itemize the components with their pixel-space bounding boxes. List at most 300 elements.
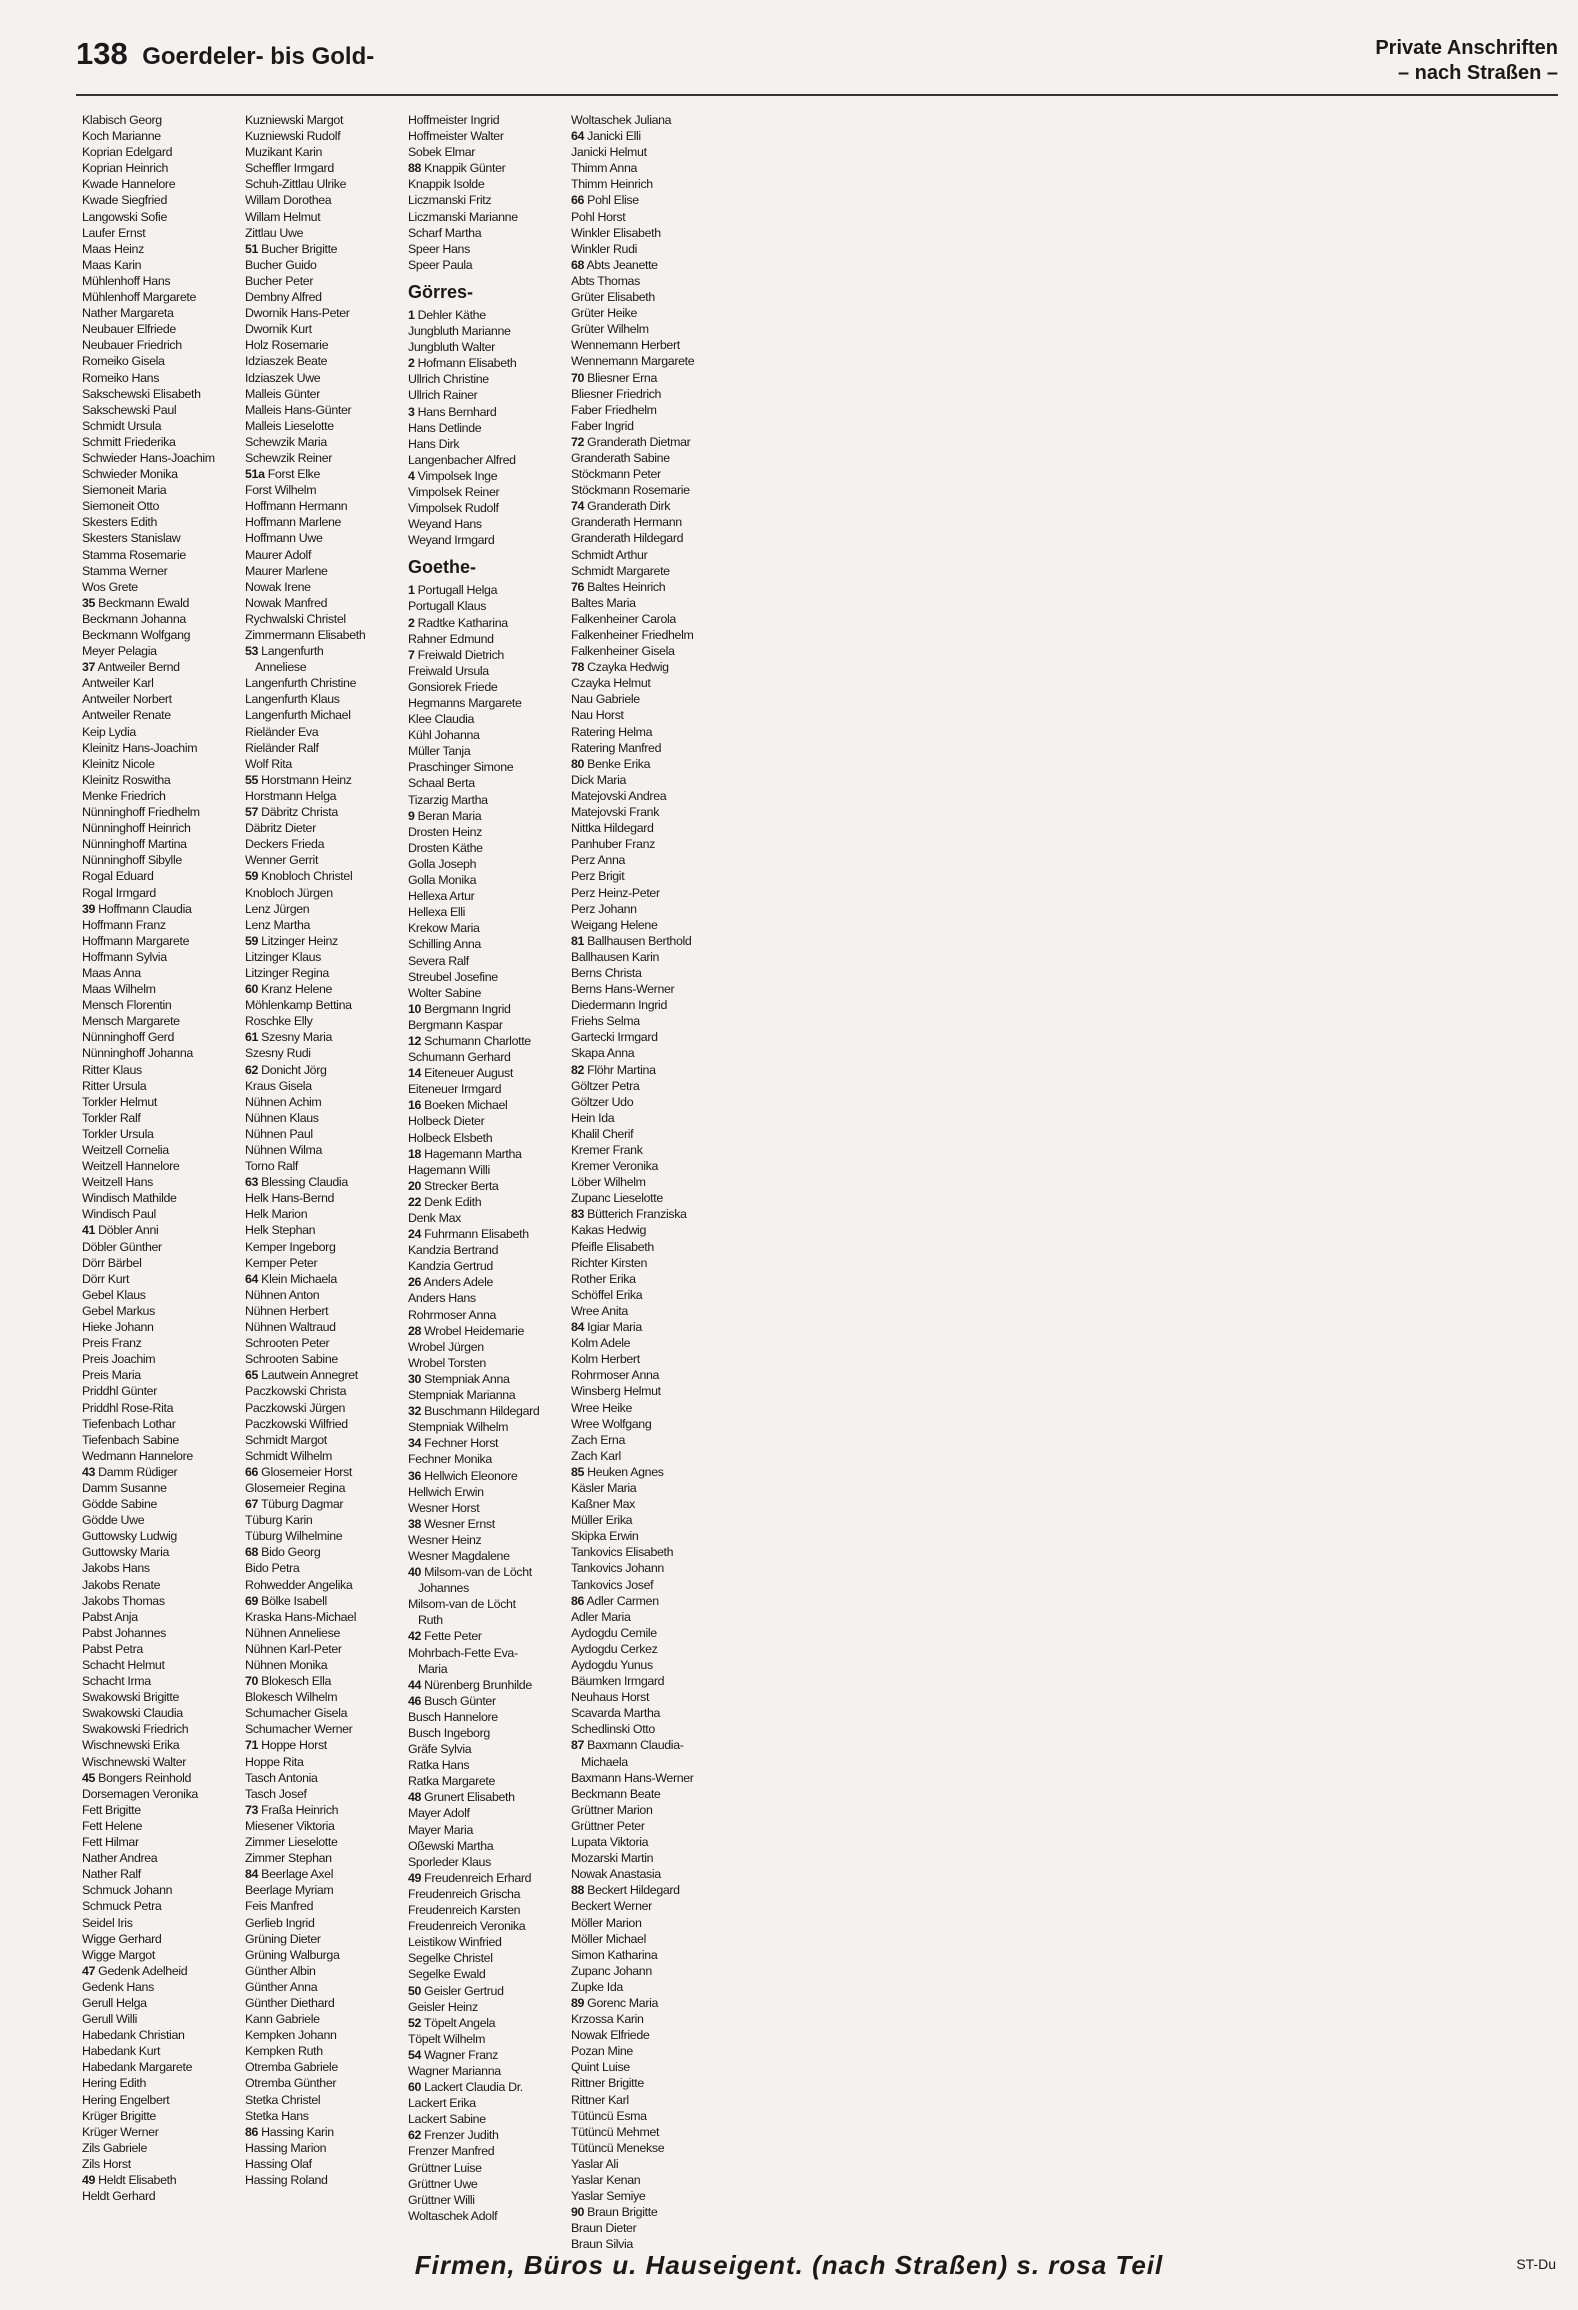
listing-entry: Nünninghoff Sibylle (82, 853, 182, 868)
house-number: 63 (245, 1175, 259, 1190)
house-number: 3 (408, 404, 415, 419)
listing-entry: Tütüncü Mehmet (571, 2124, 660, 2139)
listing-entry: Maas Heinz (82, 241, 144, 256)
house-number: 7 (408, 647, 415, 662)
listing-entry: Tiefenbach Sabine (82, 1432, 179, 1447)
footer-code: ST-Du (1516, 2256, 1556, 2272)
listing-entry: Nünninghoff Friedhelm (82, 805, 200, 820)
listing-entry: Woltaschek Juliana (571, 113, 672, 127)
listing-entry: Thimm Heinrich (571, 177, 653, 192)
listing-entry: Nühnen Karl-Peter (245, 1641, 342, 1656)
listing-entry: Baltes Maria (571, 595, 636, 610)
listing-entry: Maas Wilhelm (82, 982, 156, 997)
listing-entry: 70 Bliesner Erna (571, 370, 658, 385)
listing-columns (82, 112, 1562, 2252)
listing-entry: Schmidt Margot (245, 1432, 327, 1447)
listing-entry: 2 Hofmann Elisabeth (408, 356, 517, 371)
listing-entry: Hegmanns Margarete (408, 696, 522, 710)
listing-entry: 38 Wesner Ernst (408, 1516, 495, 1531)
listing-entry: 72 Granderath Dietmar (571, 434, 691, 449)
listing-entry: Göltzer Petra (571, 1078, 640, 1093)
listing-entry: Mohrbach-Fette Eva- (408, 1645, 518, 1660)
house-number: 72 (571, 434, 585, 449)
listing-entry: 80 Benke Erika (571, 756, 651, 771)
listing-entry: Diedermann Ingrid (571, 998, 667, 1013)
listing-entry: Paczkowski Christa (245, 1384, 347, 1399)
listing-entry: Nittka Hildegard (571, 821, 654, 836)
listing-entry: Ritter Ursula (82, 1078, 147, 1093)
listing-entry: Windisch Paul (82, 1207, 156, 1222)
listing-entry: Nather Andrea (82, 1851, 158, 1866)
house-number: 61 (245, 1030, 259, 1045)
listing-entry: Neuhaus Horst (571, 1690, 650, 1705)
listing-entry: Muzikant Karin (245, 145, 323, 160)
house-number: 67 (245, 1497, 259, 1512)
house-number: 46 (408, 1693, 422, 1708)
house-number: 82 (571, 1062, 585, 1077)
listing-entry: Busch Hannelore (408, 1709, 498, 1724)
listing-entry: Wrobel Torsten (408, 1355, 486, 1370)
listing-entry: Swakowski Brigitte (82, 1690, 179, 1705)
listing-entry: Wigge Margot (82, 1947, 155, 1962)
listing-entry: 54 Wagner Franz (408, 2047, 499, 2062)
listing-entry: Kakas Hedwig (571, 1223, 647, 1238)
house-number: 47 (82, 1963, 96, 1978)
listing-entry: Zimmer Stephan (245, 1851, 332, 1866)
listing-entry: Gebel Klaus (82, 1287, 146, 1302)
listing-entry: 49 Heldt Elisabeth (82, 2173, 177, 2187)
listing-entry: Ratering Manfred (571, 740, 662, 755)
listing-entry: Kraska Hans-Michael (245, 1609, 357, 1624)
listing-entry: Scheffler Irmgard (245, 161, 334, 176)
listing-entry: Maas Karin (82, 257, 142, 272)
listing-entry: Thimm Anna (571, 161, 638, 176)
listing-entry: Schmidt Margarete (571, 563, 670, 578)
listing-entry: Horstmann Helga (245, 788, 337, 803)
house-number: 9 (408, 808, 415, 823)
listing-entry: Gerull Willi (82, 2012, 138, 2027)
listing-entry: Krekow Maria (408, 921, 480, 936)
listing-entry: 48 Grunert Elisabeth (408, 1790, 515, 1805)
listing-entry: 71 Hoppe Horst (245, 1738, 327, 1753)
listing-entry: Tüburg Karin (245, 1513, 313, 1528)
listing-entry: Rieländer Ralf (245, 740, 319, 755)
listing-entry: Stempniak Marianna (408, 1388, 516, 1403)
listing-entry: Grüttner Uwe (408, 2176, 478, 2191)
listing-entry: Braun Dieter (571, 2221, 637, 2236)
house-number: 54 (408, 2047, 422, 2062)
listing-entry: Nühnen Anneliese (245, 1625, 340, 1640)
house-number: 40 (408, 1565, 422, 1580)
listing-entry: 60 Kranz Helene (245, 982, 333, 997)
listing-entry: Berns Christa (571, 965, 642, 980)
listing-entry: Schmuck Petra (82, 1899, 162, 1914)
listing-entry: Sobek Elmar (408, 145, 476, 160)
listing-entry: Döbler Günther (82, 1239, 162, 1254)
listing-entry: Zach Karl (571, 1448, 621, 1463)
listing-entry: Grüttner Peter (571, 1818, 645, 1833)
listing-entry: Knappik Isolde (408, 177, 485, 192)
listing-entry: Koprian Heinrich (82, 161, 168, 176)
listing-entry: Gerlieb Ingrid (245, 1915, 315, 1930)
listing-entry: Torkler Helmut (82, 1094, 157, 1109)
listing-entry: Winkler Rudi (571, 241, 638, 256)
listing-entry: Schacht Helmut (82, 1658, 165, 1672)
listing-entry: Feis Manfred (245, 1899, 314, 1914)
house-number: 39 (82, 901, 96, 916)
listing-entry: 66 Glosemeier Horst (245, 1464, 352, 1479)
listing-entry: 81 Ballhausen Berthold (571, 933, 692, 948)
section-label-line1: Private Anschriften (1375, 37, 1558, 59)
listing-entry: Stöckmann Peter (571, 467, 661, 482)
listing-entry: Swakowski Claudia (82, 1706, 183, 1721)
listing-entry: Grüter Elisabeth (571, 290, 655, 305)
listing-entry: Paczkowski Wilfried (245, 1416, 348, 1431)
listing-entry: Nühnen Waltraud (245, 1320, 336, 1335)
listing-entry: Pabst Petra (82, 1641, 143, 1656)
section-label-line2: – nach Straßen – (1397, 62, 1558, 84)
listing-entry: Torkler Ursula (82, 1126, 154, 1141)
listing-entry: Hassing Marion (245, 2140, 327, 2155)
listing-entry: Pabst Johannes (82, 1625, 166, 1640)
listing-entry: Romeiko Gisela (82, 354, 165, 369)
listing-entry: Fett Hilmar (82, 1835, 139, 1850)
listing-entry: Granderath Sabine (571, 450, 670, 465)
listing-entry: Weitzell Hans (82, 1175, 153, 1190)
listing-entry: Abts Thomas (571, 273, 640, 288)
house-number: 18 (408, 1146, 422, 1161)
listing-entry: Kandzia Gertrud (408, 1259, 493, 1274)
listing-entry: Miesener Viktoria (245, 1818, 335, 1833)
listing-entry: Hoffmann Uwe (245, 531, 323, 546)
listing-entry: Wischnewski Walter (82, 1754, 187, 1769)
listing-entry: Weyand Hans (408, 517, 482, 532)
listing-entry: Siemoneit Maria (82, 483, 167, 498)
listing-entry: 7 Freiwald Dietrich (408, 647, 504, 662)
listing-entry: Fett Brigitte (82, 1802, 141, 1817)
listing-entry: Weitzell Cornelia (82, 1143, 169, 1157)
listing-entry: 20 Strecker Berta (408, 1178, 499, 1193)
listing-entry: Matejovski Frank (571, 805, 660, 820)
listing-entry: 61 Szesny Maria (245, 1030, 333, 1045)
house-number: 24 (408, 1227, 422, 1242)
listing-entry: 45 Bongers Reinhold (82, 1770, 192, 1785)
listing-entry: 65 Lautwein Annegret (245, 1368, 358, 1383)
listing-entry: Tütüncü Menekse (571, 2140, 665, 2155)
listing-entry: Schumacher Gisela (245, 1706, 348, 1721)
listing-entry: Tankovics Johann (571, 1561, 664, 1576)
house-number: 36 (408, 1468, 422, 1483)
listing-entry: 39 Hoffmann Claudia (82, 901, 192, 916)
listing-entry: Fett Helene (82, 1818, 143, 1833)
listing-entry: Dörr Kurt (82, 1271, 130, 1286)
listing-entry: Krzossa Karin (571, 2012, 644, 2027)
listing-entry: Jungbluth Walter (408, 340, 495, 355)
listing-entry: Zupke Ida (571, 1979, 623, 1994)
listing-entry: Antweiler Renate (82, 708, 171, 723)
listing-entry: Müller Erika (571, 1513, 633, 1528)
listing-entry: Lenz Jürgen (245, 901, 310, 916)
listing-entry: 1 Portugall Helga (408, 583, 498, 598)
listing-entry: Panhuber Franz (571, 837, 655, 852)
house-number: 43 (82, 1464, 96, 1479)
footer-note: Firmen, Büros u. Hauseigent. (nach Straßen) s. rosa Teil (414, 2250, 1164, 2280)
listing-entry: Nühnen Paul (245, 1126, 313, 1141)
listing-entry: Yaslar Ali (571, 2156, 619, 2171)
listing-entry: 55 Horstmann Heinz (245, 772, 352, 787)
listing-entry: Yaslar Kenan (571, 2173, 641, 2187)
listing-entry: Damm Susanne (82, 1480, 167, 1495)
listing-entry: Möller Marion (571, 1915, 642, 1930)
house-number: 42 (408, 1629, 422, 1644)
listing-entry: 18 Hagemann Martha (408, 1146, 522, 1161)
listing-entry: Schmuck Johann (82, 1883, 173, 1898)
listing-entry: Krüger Werner (82, 2124, 159, 2139)
listing-entry: Idziaszek Beate (245, 354, 328, 369)
house-number: 69 (245, 1593, 259, 1608)
listing-entry: Habedank Christian (82, 2028, 185, 2043)
listing-entry: Löber Wilhelm (571, 1175, 646, 1190)
listing-entry: Däbritz Dieter (245, 821, 316, 836)
listing-entry: 59 Litzinger Heinz (245, 933, 338, 948)
listing-entry: Dick Maria (571, 772, 627, 787)
listing-entry: 60 Lackert Claudia Dr. (408, 2080, 523, 2095)
listing-entry: 22 Denk Edith (408, 1194, 482, 1209)
listing-entry: 16 Boeken Michael (408, 1098, 508, 1113)
listing-entry: Ullrich Christine (408, 372, 489, 387)
listing-entry: Rittner Karl (571, 2092, 629, 2107)
listing-entry: Windisch Mathilde (82, 1191, 177, 1206)
listing-entry: Simon Katharina (571, 1947, 658, 1962)
listing-entry: 90 Braun Brigitte (571, 2205, 658, 2220)
listing-entry: Faber Ingrid (571, 418, 634, 433)
listing-entry: 42 Fette Peter (408, 1629, 482, 1644)
house-number: 57 (245, 805, 259, 820)
listing-entry: Gödde Uwe (82, 1513, 145, 1528)
listing-entry: Kwade Hannelore (82, 177, 176, 192)
listing-entry: Tütüncü Esma (571, 2108, 647, 2123)
listing-entry: Mayer Adolf (408, 1806, 470, 1821)
listing-entry: Lackert Erika (408, 2096, 476, 2111)
listing-entry: Weyand Irmgard (408, 533, 495, 548)
listing-entry: Schewzik Reiner (245, 450, 333, 465)
listing-entry: Litzinger Regina (245, 965, 329, 980)
listing-entry: Hellexa Artur (408, 889, 475, 904)
listing-entry: 88 Knappik Günter (408, 161, 506, 176)
listing-entry: 51a Forst Elke (245, 467, 320, 482)
listing-entry: Wennemann Margarete (571, 354, 695, 369)
listing-entry: Nünninghoff Heinrich (82, 821, 191, 836)
listing-entry: Hoffmann Sylvia (82, 949, 167, 964)
listing-entry: Roschke Elly (245, 1014, 313, 1029)
listing-entry: Schaal Berta (408, 776, 475, 791)
listing-entry: 84 Beerlage Axel (245, 1867, 334, 1882)
listing-entry: Willam Dorothea (245, 193, 332, 208)
listing-entry: Paczkowski Jürgen (245, 1400, 346, 1415)
listing-entry: Sporleder Klaus (408, 1854, 491, 1869)
listing-entry: Aydogdu Cemile (571, 1625, 657, 1640)
listing-entry: Baxmann Hans-Werner (571, 1770, 694, 1785)
listing-entry: Litzinger Klaus (245, 949, 322, 964)
listing-entry: 57 Däbritz Christa (245, 805, 338, 820)
listing-entry: Pabst Anja (82, 1609, 138, 1624)
listing-entry: Günther Albin (245, 1963, 316, 1978)
listing-entry: Nather Margareta (82, 306, 174, 321)
listing-entry: Golla Joseph (408, 856, 477, 871)
listing-entry: 2 Radtke Katharina (408, 615, 508, 630)
listing-entry: Nau Gabriele (571, 692, 640, 707)
listing-entry: Preis Franz (82, 1336, 142, 1351)
listing-entry: Grüter Wilhelm (571, 322, 649, 337)
listing-entry: Antweiler Norbert (82, 692, 172, 707)
house-number: 59 (245, 933, 259, 948)
house-number: 86 (245, 2124, 259, 2139)
listing-entry: Skapa Anna (571, 1046, 635, 1061)
listing-entry: 24 Fuhrmann Elisabeth (408, 1227, 529, 1242)
listing-entry: Stetka Hans (245, 2108, 309, 2123)
listing-entry: Möller Michael (571, 1931, 646, 1946)
listing-entry: Kolm Adele (571, 1336, 631, 1351)
listing-entry: Drosten Heinz (408, 824, 482, 839)
listing-entry: Weitzell Hannelore (82, 1159, 180, 1174)
house-number: 84 (245, 1867, 259, 1882)
listing-entry: Menke Friedrich (82, 788, 166, 803)
listing-entry: Habedank Margarete (82, 2060, 193, 2075)
house-number: 87 (571, 1738, 585, 1753)
listing-entry: 52 Töpelt Angela (408, 2015, 496, 2030)
listing-entry: Heldt Gerhard (82, 2189, 156, 2204)
listing-entry: Idziaszek Uwe (245, 370, 321, 385)
house-number: 88 (571, 1883, 585, 1898)
house-number: 83 (571, 1207, 585, 1222)
listing-entry: Zimmer Lieselotte (245, 1835, 338, 1850)
listing-entry: 83 Bütterich Franziska (571, 1207, 687, 1222)
listing-entry: Kuzniewski Margot (245, 113, 344, 127)
house-number: 52 (408, 2015, 422, 2030)
listing-entry: Dörr Bärbel (82, 1255, 142, 1270)
listing-entry: Rohwedder Angelika (245, 1577, 353, 1592)
header-rule (76, 94, 1558, 96)
house-number: 50 (408, 1983, 422, 1998)
listing-entry: Wree Wolfgang (571, 1416, 652, 1431)
listing-entry: Möhlenkamp Bettina (245, 998, 352, 1013)
listing-entry: Hans Dirk (408, 436, 460, 451)
listing-entry: Liczmanski Fritz (408, 193, 492, 208)
listing-column (82, 112, 240, 2202)
listing-entry: 35 Beckmann Ewald (82, 595, 190, 610)
house-number: 68 (571, 257, 585, 272)
listing-entry: Antweiler Karl (82, 676, 154, 691)
listing-entry: Drosten Käthe (408, 840, 483, 855)
listing-entry: Rogal Irmgard (82, 885, 156, 900)
listing-entry: Gartecki Irmgard (571, 1030, 658, 1045)
listing-entry: Preis Joachim (82, 1352, 156, 1367)
listing-entry: Ratka Margarete (408, 1774, 496, 1789)
listing-entry: Blokesch Wilhelm (245, 1690, 338, 1705)
house-number: 49 (82, 2173, 96, 2187)
listing-entry: Anders Hans (408, 1291, 476, 1306)
listing-entry: Mozarski Martin (571, 1851, 654, 1866)
listing-entry: Speer Hans (408, 241, 470, 256)
listing-entry: Hoffmann Marlene (245, 515, 342, 530)
listing-entry: Tankovics Elisabeth (571, 1545, 674, 1560)
house-number: 48 (408, 1790, 422, 1805)
house-number: 84 (571, 1320, 585, 1335)
listing-entry: Rittner Brigitte (571, 2076, 644, 2091)
listing-entry: Wesner Heinz (408, 1532, 482, 1547)
house-number: 20 (408, 1178, 422, 1193)
house-number: 1 (408, 583, 415, 598)
listing-entry: Holbeck Elsbeth (408, 1130, 493, 1145)
listing-entry: Woltaschek Adolf (408, 2208, 498, 2223)
listing-entry: Geisler Heinz (408, 1999, 478, 2014)
house-number: 49 (408, 1870, 422, 1885)
listing-entry: 9 Beran Maria (408, 808, 482, 823)
listing-entry: Klabisch Georg (82, 113, 162, 127)
listing-entry: Hering Edith (82, 2076, 146, 2091)
listing-entry: 88 Beckert Hildegard (571, 1883, 680, 1898)
listing-continuation: Johannes (418, 1581, 469, 1596)
listing-entry: Göltzer Udo (571, 1094, 634, 1109)
listing-entry: Preis Maria (82, 1368, 141, 1383)
listing-entry: Holz Rosemarie (245, 338, 329, 353)
listing-entry: Glosemeier Regina (245, 1480, 346, 1495)
listing-entry: Nowak Anastasia (571, 1867, 661, 1882)
listing-entry: Mühlenhoff Margarete (82, 290, 196, 305)
listing-entry: Pozan Mine (571, 2044, 633, 2059)
listing-entry: 64 Klein Michaela (245, 1271, 337, 1286)
listing-continuation: Michaela (581, 1754, 628, 1769)
listing-entry: Sakschewski Elisabeth (82, 386, 201, 401)
listing-entry: Gedenk Hans (82, 1979, 154, 1994)
listing-entry: Skesters Stanislaw (82, 531, 181, 546)
listing-entry: Fechner Monika (408, 1452, 492, 1467)
listing-entry: Priddhl Rose-Rita (82, 1400, 174, 1415)
listing-entry: 64 Janicki Elli (571, 129, 641, 144)
listing-entry: Nowak Elfriede (571, 2028, 650, 2043)
listing-entry: 43 Damm Rüdiger (82, 1464, 178, 1479)
house-number: 73 (245, 1802, 259, 1817)
listing-entry: Winkler Elisabeth (571, 225, 661, 240)
listing-entry: Falkenheiner Friedhelm (571, 628, 694, 642)
listing-entry: Romeiko Hans (82, 370, 160, 385)
listing-entry: Maurer Marlene (245, 563, 328, 578)
listing-entry: Meyer Pelagia (82, 644, 157, 659)
listing-entry: Rohrmoser Anna (408, 1307, 497, 1322)
listing-entry: Berns Hans-Werner (571, 982, 675, 997)
listing-entry: Helk Stephan (245, 1223, 316, 1238)
listing-entry: 66 Pohl Elise (571, 193, 639, 208)
listing-entry: Schumacher Werner (245, 1722, 353, 1737)
listing-entry: Mühlenhoff Hans (82, 273, 171, 288)
house-number: 41 (82, 1223, 96, 1238)
listing-entry: Aydogdu Cerkez (571, 1641, 658, 1656)
listing-entry: 84 Igiar Maria (571, 1320, 642, 1335)
listing-entry: Adler Maria (571, 1609, 631, 1624)
listing-entry: Lupata Viktoria (571, 1835, 649, 1850)
listing-continuation: Maria (418, 1661, 448, 1676)
listing-entry: Schmidt Ursula (82, 418, 162, 433)
section-label (1375, 36, 1558, 86)
listing-entry: Töpelt Wilhelm (408, 2031, 486, 2046)
listing-entry: Kremer Frank (571, 1143, 643, 1157)
listing-entry: Langenfurth Klaus (245, 692, 340, 707)
listing-entry: 62 Frenzer Judith (408, 2128, 499, 2143)
listing-entry: Segelke Christel (408, 1951, 493, 1966)
listing-entry: Faber Friedhelm (571, 402, 657, 417)
listing-entry: Nühnen Monika (245, 1658, 328, 1672)
house-number: 78 (571, 660, 585, 675)
